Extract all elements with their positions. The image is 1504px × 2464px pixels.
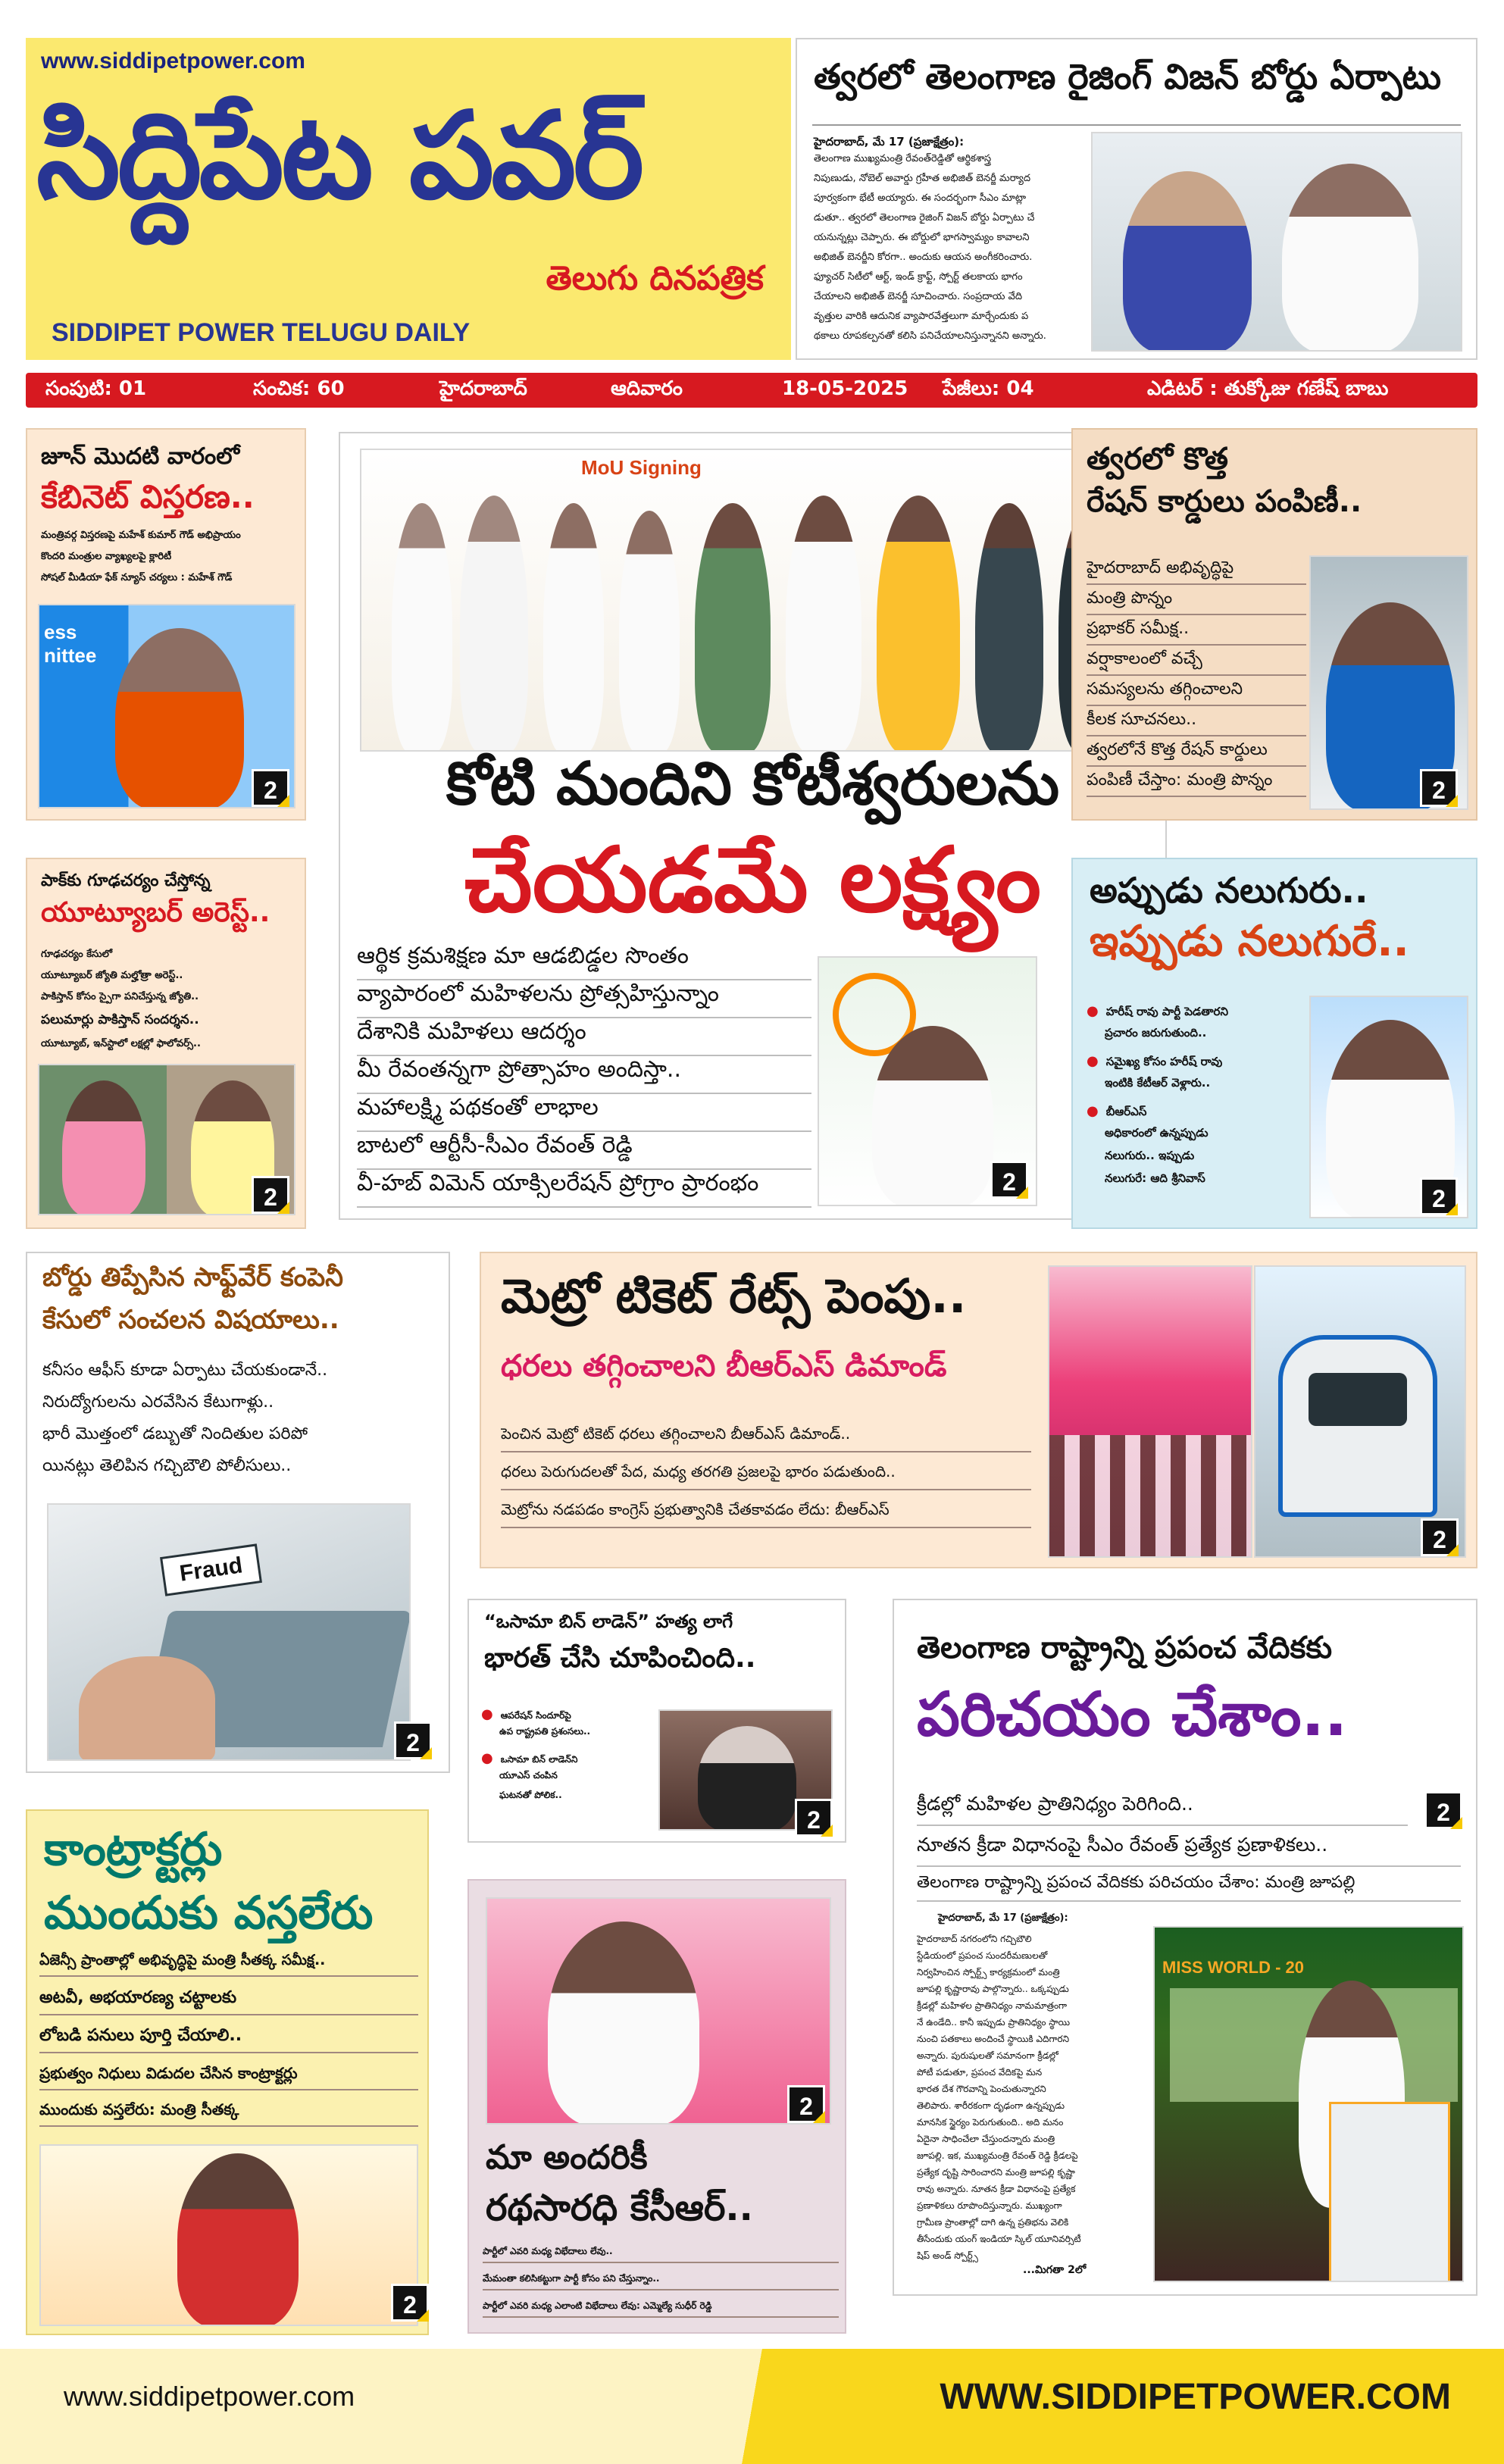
- miss-world-line: క్రీడల్లో మహిళల ప్రాతినిధ్యం పెరిగింది..: [917, 1793, 1408, 1826]
- software-story: [26, 1252, 450, 1773]
- miss-world-photo: [1153, 1926, 1464, 2282]
- top-story-headline[interactable]: త్వరలో తెలంగాణ రైజింగ్ విజన్ బోర్డు ఏర్పాటు: [814, 56, 1442, 97]
- kcr-lines: [483, 2246, 839, 2329]
- ration-story: [1071, 428, 1477, 821]
- person: [460, 496, 528, 752]
- youtuber-line: యూట్యూబ్, ఇన్‌స్టాలో లక్షల్లో ఫాలోవర్స్..: [41, 1038, 201, 1049]
- page-badge: 2: [394, 1721, 432, 1759]
- body-line: తీసేందుకు యంగ్ ఇండియా స్కిల్ యూనివర్సిటీ: [917, 2234, 1081, 2244]
- bullet-line: ● ఒసామా బిన్ లాడెన్‌ని: [481, 1750, 648, 1767]
- page-badge: 2: [391, 2284, 429, 2322]
- bullet-line: అధికారంలో ఉన్నప్పుడు: [1105, 1126, 1209, 1140]
- person: [115, 628, 244, 808]
- four-story: [1071, 858, 1477, 1229]
- youtuber-line: గూఢచర్యం కేసులో: [41, 949, 113, 960]
- bullet-line: ఉప రాష్ట్రపతి ప్రశంసలు..: [499, 1726, 591, 1737]
- cabinet-headline[interactable]: కేబినెట్ విస్తరణ..: [41, 478, 255, 515]
- software-headline-1[interactable]: బోర్డు తిప్పేసిన సాఫ్ట్‌వేర్ కంపెనీ: [42, 1262, 343, 1293]
- kcr-headline-2[interactable]: రథసారధి కేసీఆర్..: [486, 2187, 753, 2229]
- bullet-line: ఇంటికి కేటీఆర్ వెళ్లారు..: [1105, 1076, 1211, 1090]
- contractors-lines: [39, 1952, 418, 2134]
- miss-world-banner: MISS WORLD - 20: [1162, 1958, 1305, 1977]
- hand: [79, 1656, 215, 1761]
- issue: సంచిక: 60: [253, 377, 345, 400]
- lead-headline-top[interactable]: కోటి మందిని కోటీశ్వరులను: [446, 750, 1060, 818]
- ration-headline-2[interactable]: రేషన్ కార్డులు పంపిణీ..: [1087, 484, 1362, 519]
- metro-line: పెంచిన మెట్రో టికెట్ ధరలు తగ్గించాలని బీఆర్‌ఎస్ డిమాండ్..: [501, 1424, 1031, 1452]
- metro-photo-train: [1254, 1265, 1466, 1558]
- body-line: మానసిక స్థైర్యం పెరుగుతుంది.. అది మనం: [917, 2117, 1064, 2128]
- lead-story: [339, 432, 1167, 1220]
- body-line: నిపుణుడు, నోబెల్ అవార్డు గ్రహీత అభిజిత్ బెనర్జీ మర్యాద: [814, 173, 1031, 184]
- page-badge: 2: [1421, 1518, 1459, 1556]
- bullet-line: ● హరీష్ రావు పార్టీ పెడతారని: [1087, 1003, 1306, 1021]
- person: [975, 503, 1043, 752]
- metro-line: ధరలు పెరుగుదలతో పేద, మధ్య తరగతి ప్రజలపై భారం పడుతుంది..: [501, 1462, 1031, 1490]
- top-story-dateline: హైదరాబాద్, మే 17 (ప్రజాక్షేత్రం):: [814, 135, 965, 149]
- ration-lines: [1087, 558, 1306, 808]
- cabinet-line: కొందరి మంత్రుల వ్యాఖ్యలపై క్లారిటీ: [41, 551, 172, 562]
- metro-subhead[interactable]: ధరలు తగ్గించాలని బీఆర్ఎస్ డిమాండ్: [501, 1349, 947, 1384]
- contractors-headline-2[interactable]: ముందుకు వస్తలేరు: [44, 1887, 374, 1940]
- four-bullets: [1087, 1003, 1306, 1223]
- bullet-line: ● బీఆర్‌ఎస్: [1087, 1103, 1306, 1121]
- lead-photo: [360, 449, 1148, 752]
- ration-line: వర్షాకాలంలో వచ్చే: [1087, 649, 1306, 676]
- lead-line: ఆర్థిక క్రమశిక్షణ మా ఆడబిడ్డల సొంతం: [357, 943, 811, 980]
- software-photo: [47, 1503, 411, 1761]
- page-badge: 2: [252, 1176, 289, 1214]
- body-line: థకాలు రూపకల్పనతో కలిసి పనిచేయాలనిస్తున్నానని అన్నారు.: [814, 330, 1046, 342]
- metro-lines: [501, 1424, 1031, 1561]
- body-line: ఏదైనా సాధించేలా చేస్తుందన్నారు మంత్రి: [917, 2134, 1055, 2144]
- metro-photo-protest: [1048, 1265, 1252, 1558]
- podium: [1329, 2102, 1450, 2282]
- ration-line: త్వరలోనే కొత్త రేషన్ కార్డులు: [1087, 740, 1306, 767]
- body-line: నుంచి పతకాలు అందించే స్థాయికి ఎదిగారని: [917, 2034, 1070, 2044]
- newspaper-title: సిద్దిపేట పవర్: [36, 86, 642, 226]
- bullet-line: నలుగురు.. ఇప్పుడు: [1105, 1149, 1195, 1162]
- kcr-story: [467, 1879, 846, 2334]
- person: [872, 1026, 993, 1206]
- body-line: క్రీడల్లో మహిళల ప్రాతినిధ్యం నామమాత్రంగా: [917, 2000, 1068, 2011]
- footer: [0, 2349, 1504, 2464]
- miss-world-dateline: హైదరాబాద్, మే 17 (ప్రజాక్షేత్రం):: [938, 1912, 1068, 1924]
- lead-line: మీ రేవంతన్నగా ప్రోత్సాహం అందిస్తా..: [357, 1056, 811, 1094]
- body-line: వృత్తుల వారికి ఆదునిక వ్యాపారవేత్తలుగా మార్చేందుకు ప: [814, 311, 1029, 322]
- youtuber-line: యూట్యూబర్ జ్యోతి మల్హోత్రా అరెస్ట్..: [41, 970, 183, 981]
- info-bar: [26, 373, 1477, 408]
- bullet-line: ప్రచారం జరుగుతుంది..: [1105, 1026, 1207, 1040]
- software-line: భారీ మొత్తంలో డబ్బుతో నిందితుల పరిపో: [42, 1424, 308, 1443]
- miss-world-line: నూతన క్రీడా విధానంపై సీఎం రేవంత్ ప్రత్యేక ప్రణాళికలు..: [917, 1834, 1461, 1867]
- person: [392, 503, 452, 752]
- software-line: నిరుద్యోగులను ఎరవేసిన కేటుగాళ్లు..: [42, 1393, 274, 1412]
- body-line: స్టేడియంలో ప్రపంచ సుందరీమణులతో: [917, 1950, 1048, 1961]
- person: [62, 1080, 145, 1215]
- ration-line: హైదరాబాద్ అభివృద్ధిపై: [1087, 558, 1306, 585]
- lead-headline-main[interactable]: చేయడమే లక్ష్యం: [464, 827, 1041, 932]
- person: [177, 2153, 299, 2326]
- body-line: ఫ్యూచర్ సిటీలో ఆర్ట్, ఇండ్ క్రాఫ్ట్, స్పోర్ట్ తలకాయ భాగం: [814, 271, 1023, 283]
- body-line: తెలిపారు. శారీరకంగా దృఢంగా ఉన్నప్పుడు: [917, 2100, 1065, 2111]
- contractors-story: [26, 1809, 429, 2335]
- body-line: నే ఉండేది.. కానీ ఇప్పుడు ప్రాతినిధ్యం స్థాయి: [917, 2017, 1071, 2028]
- crowd: [1049, 1435, 1252, 1556]
- software-line: కనీసం ఆఫీస్ కూడా ఏర్పాటు చేయకుండానే..: [42, 1361, 328, 1380]
- four-headline-1[interactable]: అప్పుడు నలుగురు..: [1090, 870, 1368, 911]
- train-icon: [1278, 1335, 1437, 1517]
- body-line: జూపల్లి కృష్ణారావు పాల్గొన్నారు.. ఒక్కప్పుడు: [917, 1984, 1069, 1994]
- ration-headline-1[interactable]: త్వరలో కొత్త: [1087, 442, 1228, 477]
- osama-headline-2[interactable]: భారత్ చేసి చూపించింది..: [484, 1643, 756, 1674]
- ration-line: పంపిణీ చేస్తాం: మంత్రి పొన్నం: [1087, 771, 1306, 797]
- editor: ఎడిటర్ : తుక్కోజు గణేష్ బాబు: [1147, 377, 1389, 400]
- miss-world-headline-1[interactable]: తెలంగాణ రాష్ట్రాన్ని ప్రపంచ వేదికకు: [917, 1631, 1333, 1665]
- page-badge: 2: [252, 769, 289, 807]
- top-story: [796, 38, 1477, 360]
- contractors-line: ప్రభుత్వం నిధులు విడుదల చేసిన కాంట్రాక్టర్లు: [39, 2064, 418, 2090]
- page-badge: 2: [1420, 1177, 1458, 1215]
- footer-url-right[interactable]: WWW.SIDDIPETPOWER.COM: [940, 2377, 1451, 2417]
- body-line: నిర్వహించిన స్పోర్ట్స్ కార్యక్రమంలో మంత్రి: [917, 1967, 1060, 1978]
- body-line: షిప్ అండ్ స్పోర్ట్స్: [917, 2250, 978, 2261]
- subtitle-telugu: తెలుగు దినపత్రిక: [546, 259, 764, 298]
- software-line: యినట్లు తెలిపిన గచ్చిబౌలి పోలీసులు..: [42, 1456, 292, 1475]
- city: హైదరాబాద్: [439, 377, 527, 400]
- mou-banner: MoU Signing: [581, 456, 702, 479]
- body-line: భారత దేశ గౌరవాన్ని పెంచుతున్నారని: [917, 2084, 1046, 2094]
- contractors-photo: [39, 2144, 418, 2326]
- body-line: అన్నారు. పురుషులతో సమానంగా క్రీడల్లో: [917, 2050, 1058, 2061]
- kcr-line: పార్టీలో ఎవరి మధ్య ఎలాంటి విభేదాలు లేవు: ఎమ్మెల్యే సుధీర్ రెడ్డి: [483, 2300, 839, 2318]
- kcr-line: పార్టీలో ఎవరి మధ్య విభేదాలు లేవు..: [483, 2246, 839, 2263]
- metro-line: మెట్రోను నడపడం కాంగ్రెస్ ప్రభుత్వానికి చేతకావడం లేదు: బీఆర్ఎస్: [501, 1500, 1031, 1528]
- body-line: డుతూ.. త్వరలో తెలంగాణ రైజింగ్ విజన్ బోర్డు ఏర్పాటు చే: [814, 212, 1035, 224]
- miss-world-continued[interactable]: ...మిగతా 2లో: [1023, 2264, 1087, 2276]
- contractors-headline-1[interactable]: కాంట్రాక్టర్లు: [44, 1823, 223, 1876]
- youtuber-story: [26, 858, 306, 1229]
- body-line: పూర్వకంగా భేటీ అయ్యారు. ఈ సందర్భంగా సీఎం మాట్లా: [814, 192, 1027, 204]
- cabinet-line: మంత్రివర్గ విస్తరణపై మహేశ్ కుమార్ గౌడ్ అభిప్రాయం: [41, 530, 241, 541]
- metro-story: [480, 1252, 1477, 1568]
- fraud-label: Fraud: [160, 1543, 262, 1596]
- body-line: తెలంగాణ ముఖ్యమంత్రి రేవంత్‌రెడ్డితో ఆర్థికశాస్త్ర: [814, 153, 992, 164]
- contractors-line: ముందుకు వస్తలేరు: మంత్రి సీతక్క: [39, 2100, 418, 2127]
- youtuber-headline[interactable]: యూట్యూబర్ అరెస్ట్..: [41, 897, 270, 928]
- cabinet-kicker[interactable]: జూన్ మొదటి వారంలో: [41, 443, 240, 470]
- bullet-line: యూఎస్ చంపిన: [499, 1770, 558, 1781]
- body-line: రావు అన్నారు. నూతన క్రీడా విధానంపై ప్రత్యేక: [917, 2184, 1076, 2194]
- body-line: గ్రామీణ ప్రాంతాల్లో దాగి ఉన్న ప్రతిభను వెలికి: [917, 2217, 1069, 2228]
- page-badge: 2: [795, 1799, 833, 1837]
- miss-world-line: తెలంగాణ రాష్ట్రాన్ని ప్రపంచ వేదికకు పరిచయం చేశాం: మంత్రి జూపల్లి: [917, 1873, 1461, 1902]
- masthead: [26, 38, 791, 360]
- banner-text: ess nittee: [44, 621, 97, 667]
- body-line: ప్రణాళికలు రూపొందిస్తున్నారు. ముఖ్యంగా: [917, 2200, 1062, 2211]
- kcr-headline-1[interactable]: మా అందరికీ: [486, 2138, 648, 2177]
- cabinet-line: సోషల్ మీడియా ఫేక్ న్యూస్ చర్యలు : మహేశ్ గౌడ్: [41, 572, 233, 583]
- person: [786, 496, 861, 752]
- youtuber-line: పాకిస్తాన్ కోసం స్పైగా పనిచేస్తున్న జ్యోతి..: [41, 991, 199, 1002]
- youtuber-line: పలుమార్లు పాకిస్తాన్ సందర్శన..: [41, 1012, 199, 1027]
- bullet-line: ● ఆపరేషన్ సిందూర్‌పై: [481, 1706, 648, 1723]
- youtuber-kicker[interactable]: పాక్‌కు గూఢచర్యం చేస్తోన్న: [41, 871, 211, 890]
- lead-line: బాటలో ఆర్టీసీ-సీఎం రేవంత్ రెడ్డి: [357, 1132, 811, 1170]
- train-window: [1309, 1373, 1407, 1426]
- lead-line: మహాలక్ష్మి పథకంతో లాభాల: [357, 1094, 811, 1132]
- website-url-top[interactable]: www.siddipetpower.com: [41, 48, 305, 73]
- body-line: పోటీ పడుతూ, ప్రపంచ వేదికపై మన: [917, 2067, 1043, 2078]
- osama-headline-1[interactable]: “ఒసామా బిన్ లాడెన్” హత్య లాగే: [484, 1611, 733, 1632]
- miss-world-story: [893, 1599, 1477, 2296]
- body-line: చేయాలని అభిజిత్ బెనర్జీ సూచించారు. సంప్రదాయ వేది: [814, 291, 1023, 302]
- contractors-line: ఏజెన్సీ ప్రాంతాల్లో అభివృద్ధిపై మంత్రి సీతక్క సమీక్ష..: [39, 1952, 418, 1977]
- body-line: యనున్నట్లు చెప్పారు. ఈ బోర్డులో భాగస్వామ్యం కావాలని: [814, 232, 1030, 243]
- page-badge: 2: [1424, 1791, 1462, 1829]
- person-left: [1123, 171, 1252, 352]
- body-line: ప్రత్యేక దృష్టి సారించారని మంత్రి జూపల్లి కృష్ణా: [917, 2167, 1075, 2178]
- miss-world-body: [917, 1934, 1144, 2267]
- lead-line: దేశానికి మహిళలు ఆదర్శం: [357, 1018, 811, 1056]
- four-headline-2[interactable]: ఇప్పుడు నలుగురే..: [1090, 917, 1409, 966]
- osama-story: [467, 1599, 846, 1843]
- ration-line: ప్రభాకర్ సమీక్ష..: [1087, 619, 1306, 646]
- page-badge: 2: [787, 2085, 825, 2123]
- body-line: హైదరాబాద్ నగరంలోని గచ్చిబౌలి: [917, 1934, 1032, 1944]
- person: [543, 503, 604, 752]
- top-story-body: [814, 153, 1085, 358]
- osama-bullets: [481, 1706, 648, 1835]
- contractors-line: లోబడి పనులు పూర్తి చేయాలి..: [39, 2026, 418, 2053]
- ration-line: కీలక సూచనలు..: [1087, 710, 1306, 736]
- software-headline-2[interactable]: కేసులో సంచలన విషయాలు..: [42, 1305, 339, 1335]
- person: [698, 1726, 796, 1831]
- day: ఆదివారం: [611, 377, 683, 400]
- body-line: జూపల్లి. ఇక, ముఖ్యమంత్రి రేవంత్ రెడ్డి క్రీడలపై: [917, 2150, 1078, 2161]
- contractors-line: అటవీ, అభయారణ్య చట్టాలకు: [39, 1988, 418, 2015]
- person: [548, 1921, 699, 2125]
- bullet-line: ఘటనతో పోలిక..: [499, 1790, 562, 1800]
- footer-url-left[interactable]: www.siddipetpower.com: [64, 2381, 355, 2412]
- pages: పేజీలు: 04: [943, 377, 1034, 400]
- lead-line: వ్యాపారంలో మహిళలను ప్రోత్సహిస్తున్నాం: [357, 980, 811, 1018]
- top-story-photo: [1091, 132, 1462, 352]
- person: [877, 496, 960, 752]
- miss-world-headline-2[interactable]: పరిచయం చేశాం..: [917, 1679, 1348, 1750]
- ration-line: సమస్యలను తగ్గించాలని: [1087, 680, 1306, 706]
- ration-line: మంత్రి పొన్నం: [1087, 589, 1306, 615]
- lead-line: వీ-హబ్ విమెన్ యాక్సిలరేషన్ ప్రోగ్రాం ప్రారంభం: [357, 1170, 811, 1208]
- person: [695, 503, 771, 752]
- page-badge: 2: [1420, 769, 1458, 807]
- person: [619, 511, 680, 752]
- bullet-line: ● సమైఖ్య కోసం హరీష్ రావు: [1087, 1053, 1306, 1071]
- metro-headline[interactable]: మెట్రో టికెట్ రేట్స్ పెంపు..: [501, 1268, 967, 1324]
- kcr-line: మేమంతా కలిసికట్టుగా పార్టీ కోసం పని చేస్తున్నాం..: [483, 2273, 839, 2290]
- volume: సంపుటి: 01: [45, 377, 147, 400]
- body-line: అభిజిత్ బెనర్జీని కోరగా.. అందుకు ఆయన అంగీకరించారు.: [814, 252, 1033, 263]
- kcr-photo: [486, 1897, 831, 2125]
- divider: [812, 124, 1461, 126]
- page-badge: 2: [990, 1161, 1028, 1199]
- date: 18-05-2025: [782, 377, 908, 400]
- cabinet-story: [26, 428, 306, 821]
- person-right: [1282, 164, 1418, 352]
- lead-lines: [357, 943, 811, 1208]
- bullet-line: నలుగురే: ఆది శ్రీనివాస్: [1105, 1171, 1205, 1185]
- subtitle-english: SIDDIPET POWER TELUGU DAILY: [52, 318, 471, 347]
